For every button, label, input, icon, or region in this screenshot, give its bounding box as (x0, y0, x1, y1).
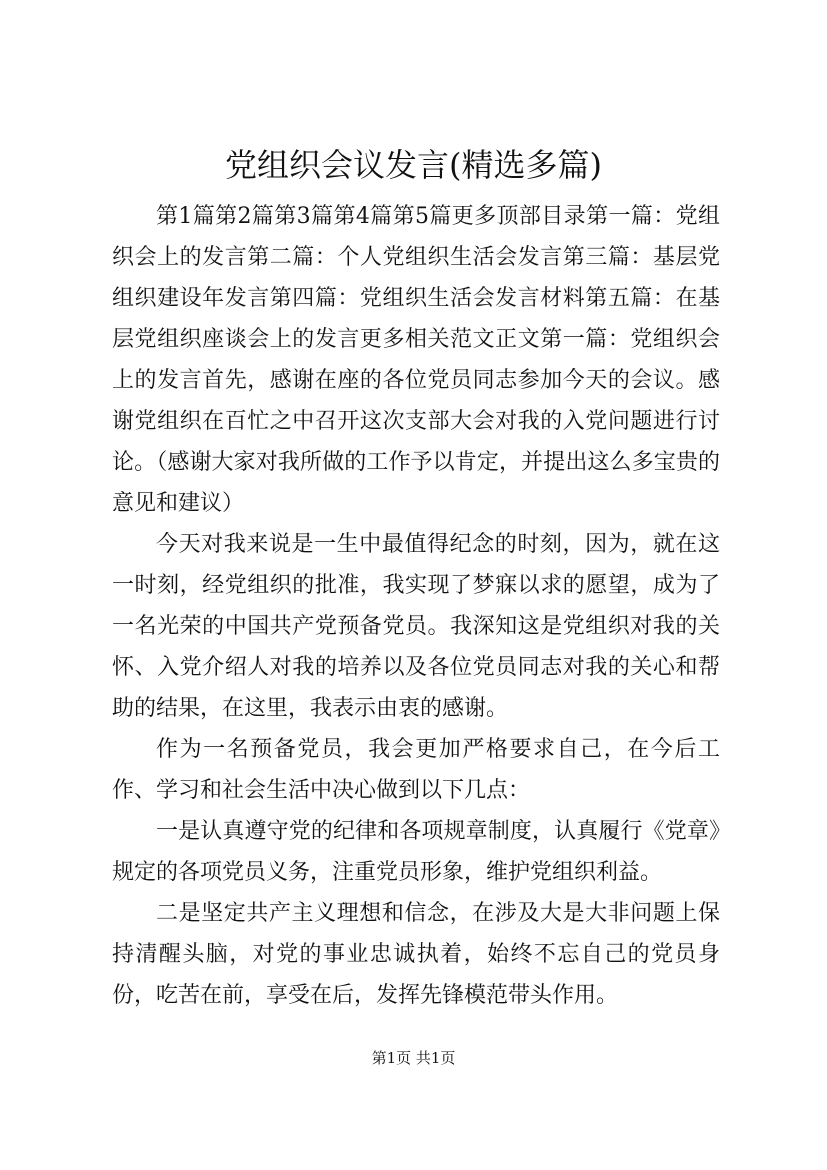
document-title: 党组织会议发言(精选多篇) (225, 146, 602, 184)
document-body (112, 196, 720, 1016)
paragraph-3: 作为一名预备党员，我会更加严格要求自己，在今后工作、学习和社会生活中决心做到以下几点： (112, 737, 720, 803)
paragraph-5: 二是坚定共产主义理想和信念，在涉及大是大非问题上保持清醒头脑，对党的事业忠诚执着，始终不忘自己的党员身份，吃苦在前，享受在后，发挥先锋模范带头作用。 (112, 901, 720, 1008)
paragraph-1: 第1篇第2篇第3篇第4篇第5篇更多顶部目录第一篇：党组织会上的发言第二篇：个人党组织生活会发言第三篇：基层党组织建设年发言第四篇：党组织生活会发言材料第五篇：在基层党组织座谈会上的发言更多相关范文正文第一篇：党组织会上的发言首先，感谢在座的各位党员同志参加今天的会议。感谢党组织在百忙之中召开这次支部大会对我的入党问题进行讨论。（感谢大家对我所做的工作予以肯定，并提出这么多宝贵的意见和建议） (112, 204, 720, 516)
page-footer: 第1页 共1页 (371, 1049, 456, 1067)
paragraph-2: 今天对我来说是一生中最值得纪念的时刻，因为，就在这一时刻，经党组织的批准，我实现了梦寐以求的愿望，成为了一名光荣的中国共产党预备党员。我深知这是党组织对我的关怀、入党介绍人对我的培养以及各位党员同志对我的关心和帮助的结果，在这里，我表示由衷的感谢。 (112, 532, 720, 721)
paragraph-4: 一是认真遵守党的纪律和各项规章制度，认真履行《党章》规定的各项党员义务，注重党员形象，维护党组织利益。 (112, 819, 720, 885)
